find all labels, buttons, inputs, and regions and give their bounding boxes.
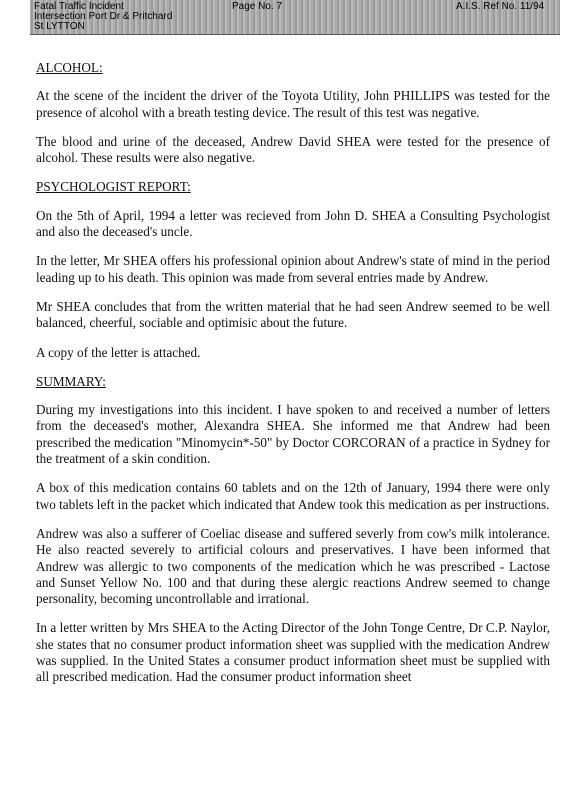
alcohol-paragraph-1: At the scene of the incident the driver of the Toyota Utility, John PHILLIPS was tested for the presence of alcohol with a breath testing device. The result of this test was negative. [36, 88, 550, 120]
psychologist-report-heading: PSYCHOLOGIST REPORT: [36, 179, 191, 195]
psychologist-paragraph-1: On the 5th of April, 1994 a letter was recieved from John D. SHEA a Consulting Psychologist and also the deceased's uncle. [36, 207, 550, 240]
alcohol-heading: ALCOHOL: [36, 60, 103, 75]
header-page-number: Page No. 7 [232, 1, 283, 12]
summary-paragraph-1: During my investigations into this incident. I have spoken to and received a number of letters from the deceased's mother, Alexandra SHEA. She informed me that Andrew had been prescribed the medication "Minomycin*-50" by Doctor CORCORAN of a practice in Sydney for the treatment of a skin condition. [36, 402, 550, 467]
summary-paragraph-4: In a letter written by Mrs SHEA to the Acting Director of the John Tonge Centre, Dr C.P. Naylor, she states that no consumer product information sheet was supplied with the medication Andrew was supplied. In the United States a consumer product information sheet must be supplied with all prescribed medication. Had the consumer product information sheet [36, 620, 550, 685]
psychologist-paragraph-4: A copy of the letter is attached. [36, 344, 201, 360]
document-body [36, 60, 550, 699]
psychologist-paragraph-2: In the letter, Mr SHEA offers his professional opinion about Andrew's state of mind in the period leading up to his death. This opinion was made from several entries made by Andrew. [36, 253, 550, 285]
psychologist-paragraph-3: Mr SHEA concludes that from the written material that he had seen Andrew seemed to be well balanced, cheerful, sociable and optimisic about the future. [36, 298, 550, 331]
summary-heading: SUMMARY: [36, 373, 106, 389]
header-reference-number: A.I.S. Ref No. 11/94 [456, 1, 545, 12]
summary-paragraph-2: A box of this medication contains 60 tablets and on the 12th of January, 1994 there were only two tablets left in the packet which indicated that Andew took this medication as per instructions. [36, 480, 550, 512]
header-suburb: St LYTTON [34, 21, 85, 32]
summary-paragraph-3: Andrew was also a sufferer of Coeliac disease and suffered severly from cow's milk intolerance. He also reacted severely to artificial colours and preservatives. I have been informed that Andrew was allergic to two components of the medication which he was prescribed - Lactose and Sunset Yellow No. 100 and that during these alergic reactions Andrew seemed to change personality, becoming uncontrollable and irrational. [36, 525, 550, 607]
header-intersection: Intersection Port Dr & Pritchard [34, 11, 173, 22]
header-incident-title: Fatal Traffic Incident [34, 1, 124, 12]
alcohol-paragraph-2: The blood and urine of the deceased, Andrew David SHEA were tested for the presence of alcohol. These results were also negative. [36, 133, 550, 166]
